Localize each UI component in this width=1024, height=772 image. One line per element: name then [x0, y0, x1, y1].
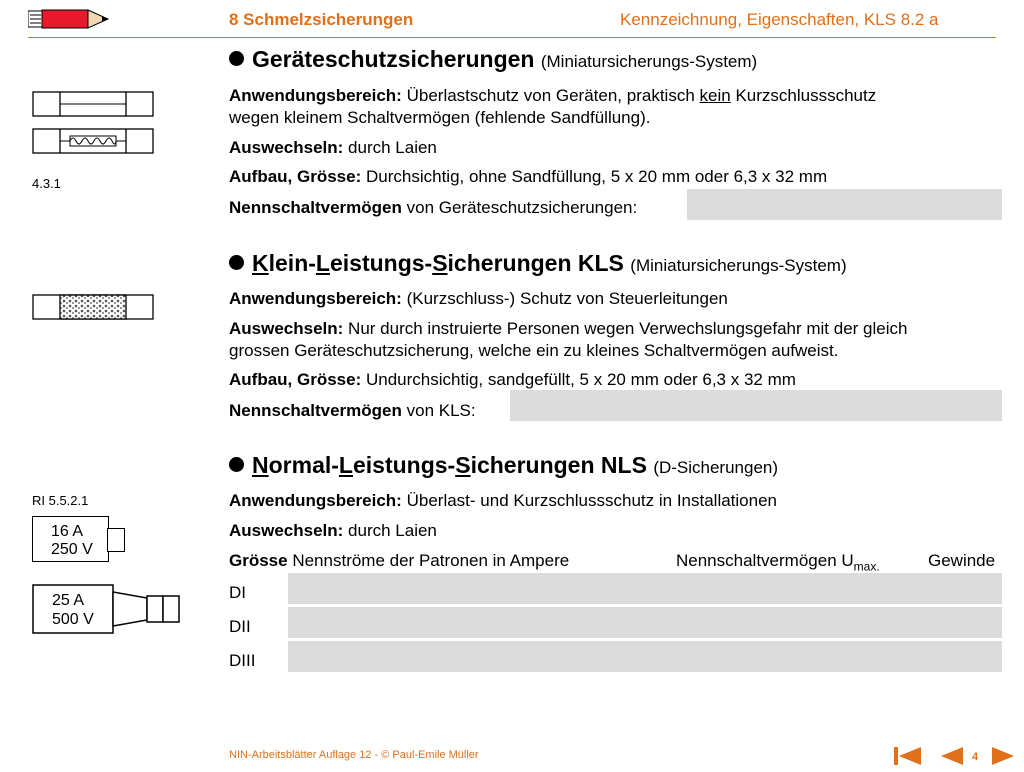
section-title-geraeteschutz: Geräteschutzsicherungen (Miniatursicherungs-System): [229, 46, 757, 73]
table-header-nennschalt: Nennschaltvermögen $U_{max.}$: [676, 551, 880, 574]
d-fuse-16a-tip: [107, 528, 125, 552]
chapter-title: 8 Schmelzsicherungen: [229, 10, 414, 29]
answer-field-di[interactable]: [288, 573, 1002, 604]
page-number: 4: [972, 751, 979, 763]
section-title-nls: Normal-Leistungs-Sicherungen NLS (D-Sicherungen): [229, 452, 778, 479]
reference-number: 4.3.1: [32, 176, 61, 191]
line-anwendung-2: Anwendungsbereich: (Kurzschluss-) Schutz von Steuerleitungen: [229, 289, 728, 308]
line-anwendung-1: Anwendungsbereich: Überlastschutz von Geräten, praktisch kein Kurzschlussschutz: [229, 86, 877, 105]
line-nennschalt-2: Nennschaltvermögen von KLS:: [229, 401, 476, 420]
line-auswechseln-3: Auswechseln: durch Laien: [229, 521, 437, 540]
line-aufbau-1: Aufbau, Grösse: Durchsichtig, ohne Sandfüllung, 5 x 20 mm oder 6,3 x 32 mm: [229, 167, 828, 186]
line-auswechseln-2-cont: grossen Geräteschutzsicherung, welche ein zu kleines Schaltvermögen aufweist.: [229, 341, 839, 360]
bullet-icon: [229, 51, 244, 66]
arrow-left-icon: [939, 745, 965, 767]
pencil-logo-icon: [28, 8, 110, 35]
fuse-current-label: 25 A: [52, 592, 85, 609]
line-anwendung-3: Anwendungsbereich: Überlast- und Kurzschlussschutz in Installationen: [229, 491, 777, 510]
section-title-kls: Klein-Leistungs-Sicherungen KLS (Miniatursicherungs-System): [229, 250, 847, 277]
fuse-voltage-label: 500 V: [52, 611, 94, 628]
line-auswechseln-2: Auswechseln: Nur durch instruierte Personen wegen Verwechslungsgefahr mit der gleich: [229, 319, 908, 338]
answer-field-kls[interactable]: [510, 390, 1002, 421]
answer-field-dii[interactable]: [288, 607, 1002, 638]
footer-copyright: NIN-Arbeitsblätter Auflage 12 - © Paul-Emile Müller: [229, 749, 479, 761]
skip-first-icon: [893, 745, 923, 767]
bullet-icon: [229, 457, 244, 472]
arrow-right-icon: [990, 745, 1016, 767]
topic-title: Kennzeichnung, Eigenschaften, KLS 8.2 a: [620, 10, 939, 29]
table-header-groesse: Grösse Nennströme der Patronen in Ampere: [229, 551, 570, 570]
line-anwendung-1-cont: wegen kleinem Schaltvermögen (fehlende Sandfüllung).: [229, 108, 651, 127]
sand-fuse-illustration: [32, 294, 154, 327]
answer-field-geraeteschutz[interactable]: [687, 189, 1002, 220]
table-header-gewinde: Gewinde: [928, 551, 996, 570]
bullet-icon: [229, 255, 244, 270]
line-auswechseln-1: Auswechseln: durch Laien: [229, 138, 437, 157]
line-aufbau-2: Aufbau, Grösse: Undurchsichtig, sandgefüllt, 5 x 20 mm oder 6,3 x 32 mm: [229, 370, 796, 389]
answer-field-diii[interactable]: [288, 641, 1002, 672]
d-fuse-16a-illustration: [32, 516, 109, 562]
header-divider: [28, 37, 996, 38]
table-row-label: DII: [229, 617, 251, 636]
fuse-current-label: 16 A: [51, 523, 84, 540]
reference-number: RI 5.5.2.1: [32, 493, 89, 508]
fuse-voltage-label: 250 V: [51, 541, 93, 558]
glass-fuse-illustration: [32, 91, 154, 161]
line-nennschalt-1: Nennschaltvermögen von Geräteschutzsicherungen:: [229, 198, 638, 217]
d-fuse-25a-illustration: [32, 584, 182, 641]
table-row-label: DI: [229, 583, 246, 602]
table-row-label: DIII: [229, 651, 256, 670]
